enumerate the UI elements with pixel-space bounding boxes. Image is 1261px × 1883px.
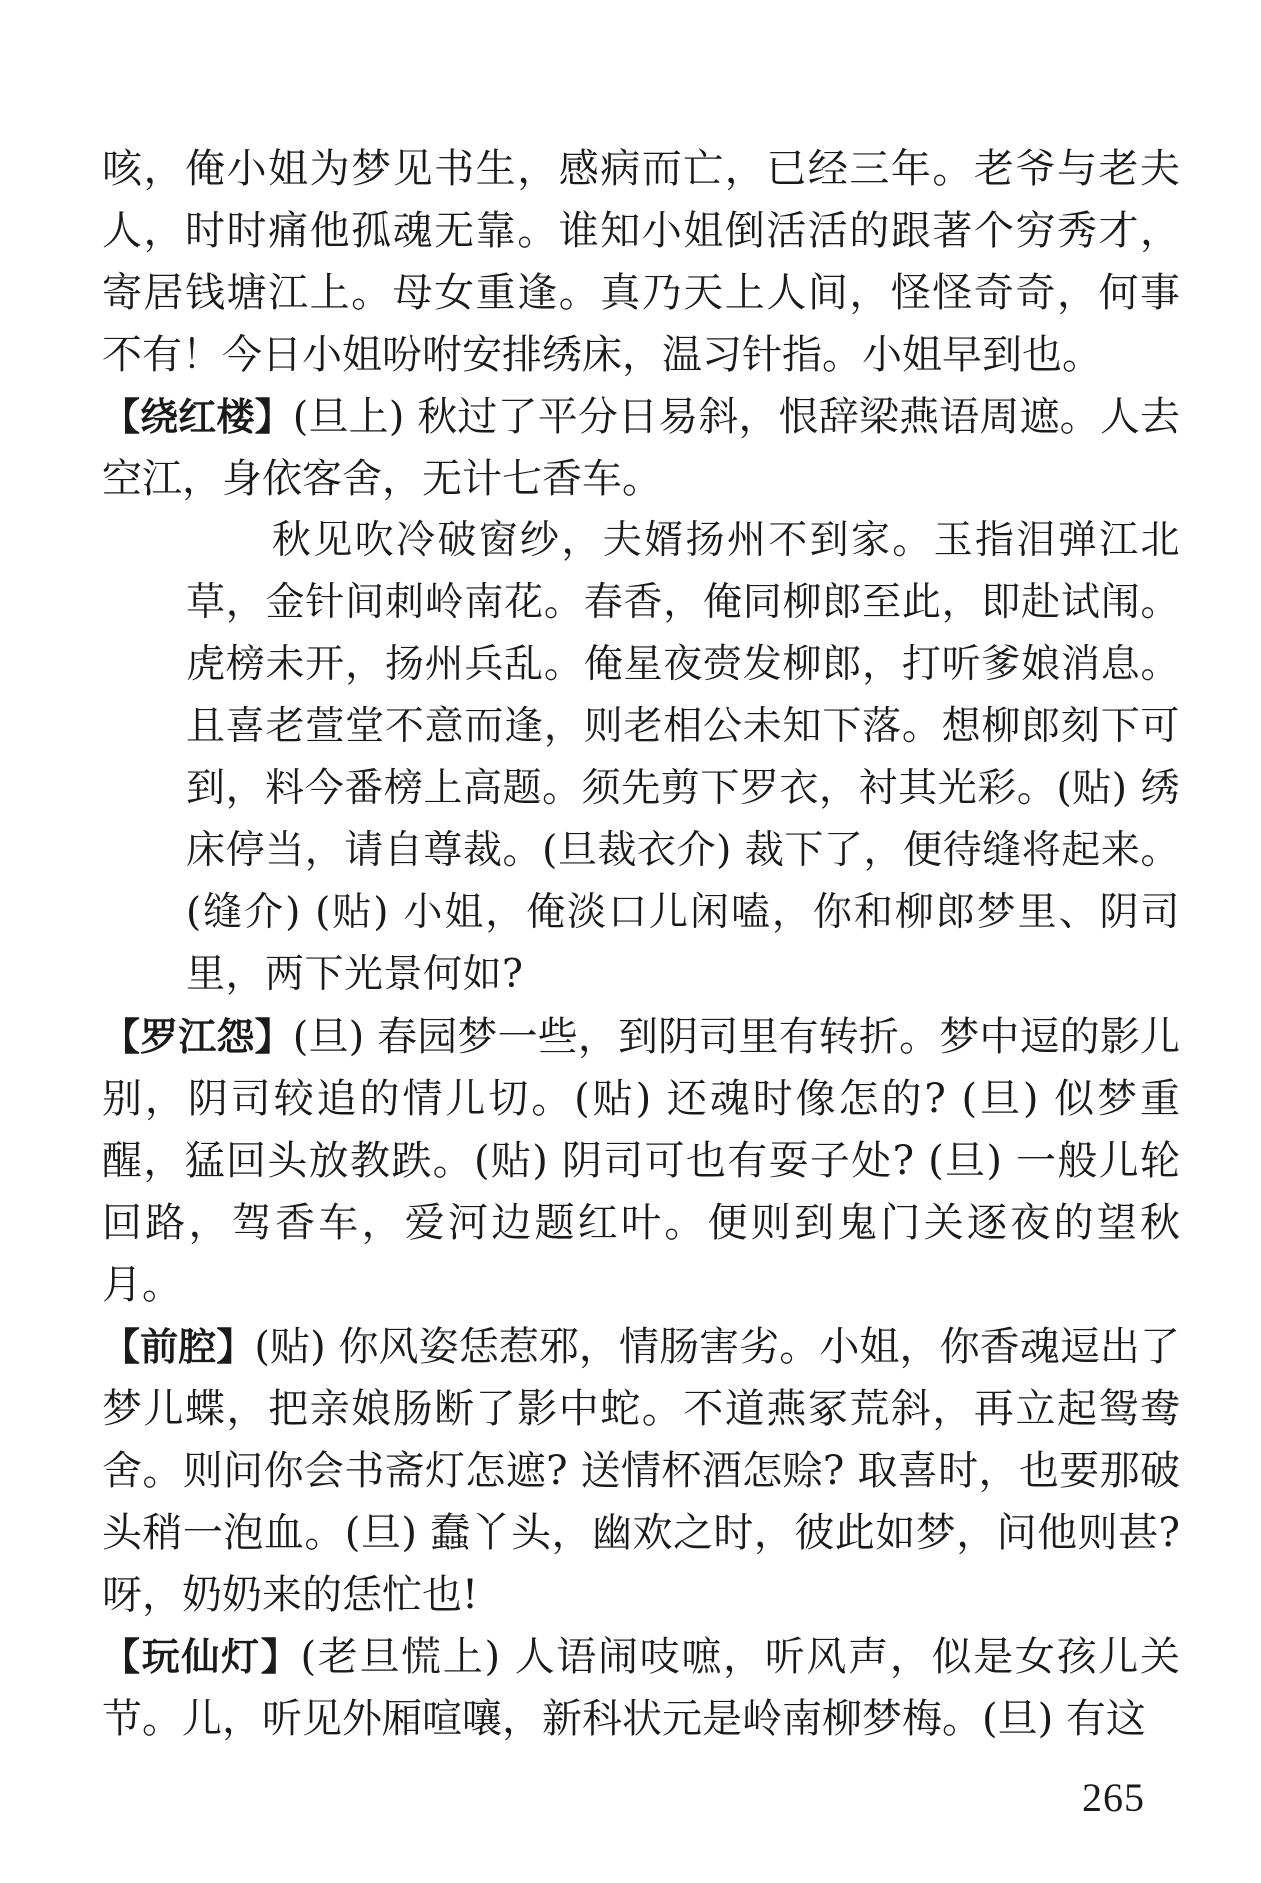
aria-text: (旦) 春园梦一些，到阴司里有转折。梦中逗的影儿别，阴司较追的情儿切。(贴) 还魂时像怎的? (旦) 似梦重醒，猛回头放教跌。(贴) 阴司可也有耍子处? (旦) 一般儿轮回路，驾香车，爱河边题红叶。便则到鬼门关逐夜的望秋月。 <box>102 1014 1180 1308</box>
aria-qian-qiang <box>102 1316 1180 1626</box>
aria-text: (旦上) 秋过了平分日易斜，恨辞梁燕语周遮。人去空江，身依客舍，无计七香车。 <box>102 394 1180 502</box>
indented-prose-text: 秋见吹冷破窗纱，夫婿扬州不到家。玉指泪弹江北草，金针间刺岭南花。春香，俺同柳郎至此，即赴试闱。虎榜未开，扬州兵乱。俺星夜赍发柳郎，打听爹娘消息。且喜老萱堂不意而逢，则老相公未知下落。想柳郎刻下可到，料今番榜上高题。须先剪下罗衣，衬其光彩。(贴) 绣床停当，请自尊裁。(旦裁衣介) 裁下了，便待缝将起来。(缝介) (贴) 小姐，俺淡口儿闲嗑，你和柳郎梦里、阴司里，两下光景何如? <box>186 518 1180 997</box>
paragraph-text: 咳，俺小姐为梦见书生，感病而亡，已经三年。老爷与老夫人，时时痛他孤魂无靠。谁知小姐倒活活的跟著个穷秀才，寄居钱塘江上。母女重逢。真乃天上人间，怪怪奇奇，何事不有！今日小姐吩咐安排绣床，温习针指。小姐早到也。 <box>102 146 1180 378</box>
aria-text: (老旦慌上) 人语闹吱嗻，听风声，似是女孩儿关节。儿，听见外厢喧嚷，新科状元是岭南柳梦梅。(旦) 有这 <box>102 1634 1180 1742</box>
aria-label: 【玩仙灯】 <box>102 1635 301 1679</box>
indented-prose-block <box>186 510 1180 1006</box>
book-page <box>102 138 1180 1750</box>
paragraph-dialogue-1 <box>102 138 1180 386</box>
aria-label: 【罗江怨】 <box>102 1015 293 1059</box>
aria-luo-jiang-yuan <box>102 1006 1180 1316</box>
aria-rao-hong-lou <box>102 386 1180 510</box>
aria-wan-xian-deng <box>102 1626 1180 1750</box>
aria-label: 【前腔】 <box>102 1325 255 1369</box>
aria-label: 【绕红楼】 <box>102 395 293 439</box>
aria-text: (贴) 你风姿恁惹邪，情肠害劣。小姐，你香魂逗出了梦儿蝶，把亲娘肠断了影中蛇。不道燕冢荒斜，再立起鸳鸯舍。则问你会书斋灯怎遮? 送情杯酒怎赊? 取喜时，也要那破头稍一泡血。(旦) 蠢丫头，幽欢之时，彼此如梦，问他则甚? 呀，奶奶来的恁忙也! <box>102 1324 1180 1618</box>
page-number: 265 <box>1082 1775 1145 1820</box>
